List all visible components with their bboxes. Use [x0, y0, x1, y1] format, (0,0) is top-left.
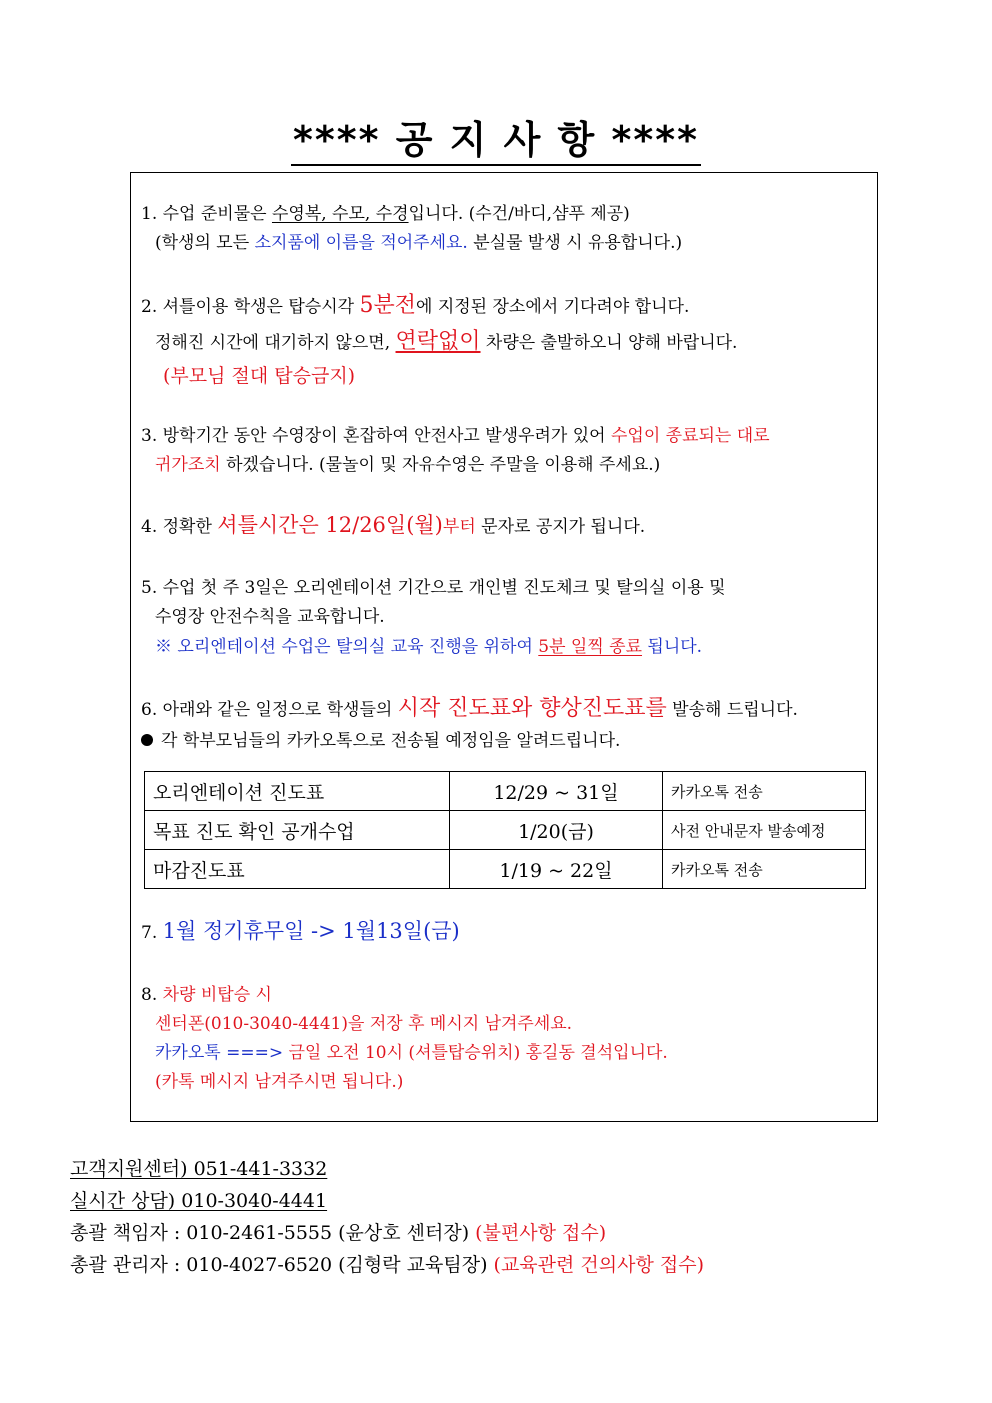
live-consult: 실시간 상담) 010-3040-4441: [70, 1190, 328, 1212]
table-row: 마감진도표 1/19 ~ 22일 카카오톡 전송: [145, 850, 866, 889]
notice-title-wrap: [0, 118, 992, 166]
swim-gear: 수영복, 수모, 수경: [271, 204, 409, 224]
item-8-line-2: 센터폰(010-3040-4441)을 저장 후 메시지 남겨주세요.: [155, 1014, 573, 1034]
item-5-line-2: 수영장 안전수칙을 교육합니다.: [155, 607, 385, 627]
item-4-line-1: 4. 정확한 셔틀시간은 12/26일(월)부터 문자로 공지가 됩니다.: [141, 513, 646, 537]
manager-contact: 총괄 관리자 : 010-4027-6520 (김형락 교육팀장) (교육관련 건의사항 접수): [70, 1254, 704, 1276]
item-6-line-2: 각 학부모님들의 카카오톡으로 전송될 예정임을 알려드립니다.: [137, 730, 620, 752]
item-5-line-3: ※ 오리엔테이션 수업은 탈의실 교육 진행을 위하여 5분 일찍 종료 됩니다.: [155, 637, 703, 657]
notice-box: [130, 172, 878, 1122]
item-2-line-3: (부모님 절대 탑승금지): [163, 365, 356, 387]
table-row: 오리엔테이션 진도표 12/29 ~ 31일 카카오톡 전송: [145, 772, 866, 811]
table-row: 목표 진도 확인 공개수업 1/20(금) 사전 안내문자 발송예정: [145, 811, 866, 850]
item-8-line-1: 8. 차량 비탑승 시: [141, 985, 272, 1005]
notice-title: **** 공 지 사 항 ****: [291, 118, 701, 166]
item-5-line-1: 5. 수업 첫 주 3일은 오리엔테이션 기간으로 개인별 진도체크 및 탈의실 이용 및: [141, 578, 726, 598]
item-2-line-1: 2. 셔틀이용 학생은 탑승시각 5분전에 지정된 장소에서 기다려야 합니다.: [141, 293, 690, 318]
item-1-line-1: 1. 수업 준비물은 수영복, 수모, 수경입니다. (수건/바디,샴푸 제공): [141, 204, 630, 224]
item-7-line-1: 7. 1월 정기휴무일 -> 1월13일(금): [141, 919, 460, 943]
item-1-line-2: (학생의 모든 소지품에 이름을 적어주세요. 분실물 발생 시 유용합니다.): [155, 233, 683, 253]
item-6-line-1: 6. 아래와 같은 일정으로 학생들의 시작 진도표와 향상진도표를 발송해 드립니다.: [141, 696, 798, 721]
bullet-icon: [141, 734, 153, 746]
schedule-table: [144, 771, 866, 889]
chief-contact: 총괄 책임자 : 010-2461-5555 (윤상호 센터장) (불편사항 접수): [70, 1222, 607, 1244]
item-8-line-4: (카톡 메시지 남겨주시면 됩니다.): [155, 1072, 404, 1092]
item-2-line-2: 정해진 시간에 대기하지 않으면, 연락없이 차량은 출발하오니 양해 바랍니다.: [155, 329, 738, 354]
support-center: 고객지원센터) 051-441-3332: [70, 1158, 328, 1180]
item-3-line-1: 3. 방학기간 동안 수영장이 혼잡하여 안전사고 발생우려가 있어 수업이 종료되는 대로: [141, 426, 770, 446]
item-8-line-3: 카카오톡 ===> 금일 오전 10시 (셔틀탑승위치) 홍길동 결석입니다.: [155, 1043, 668, 1063]
item-3-line-2: 귀가조치 하겠습니다. (물놀이 및 자유수영은 주말을 이용해 주세요.): [155, 455, 661, 475]
